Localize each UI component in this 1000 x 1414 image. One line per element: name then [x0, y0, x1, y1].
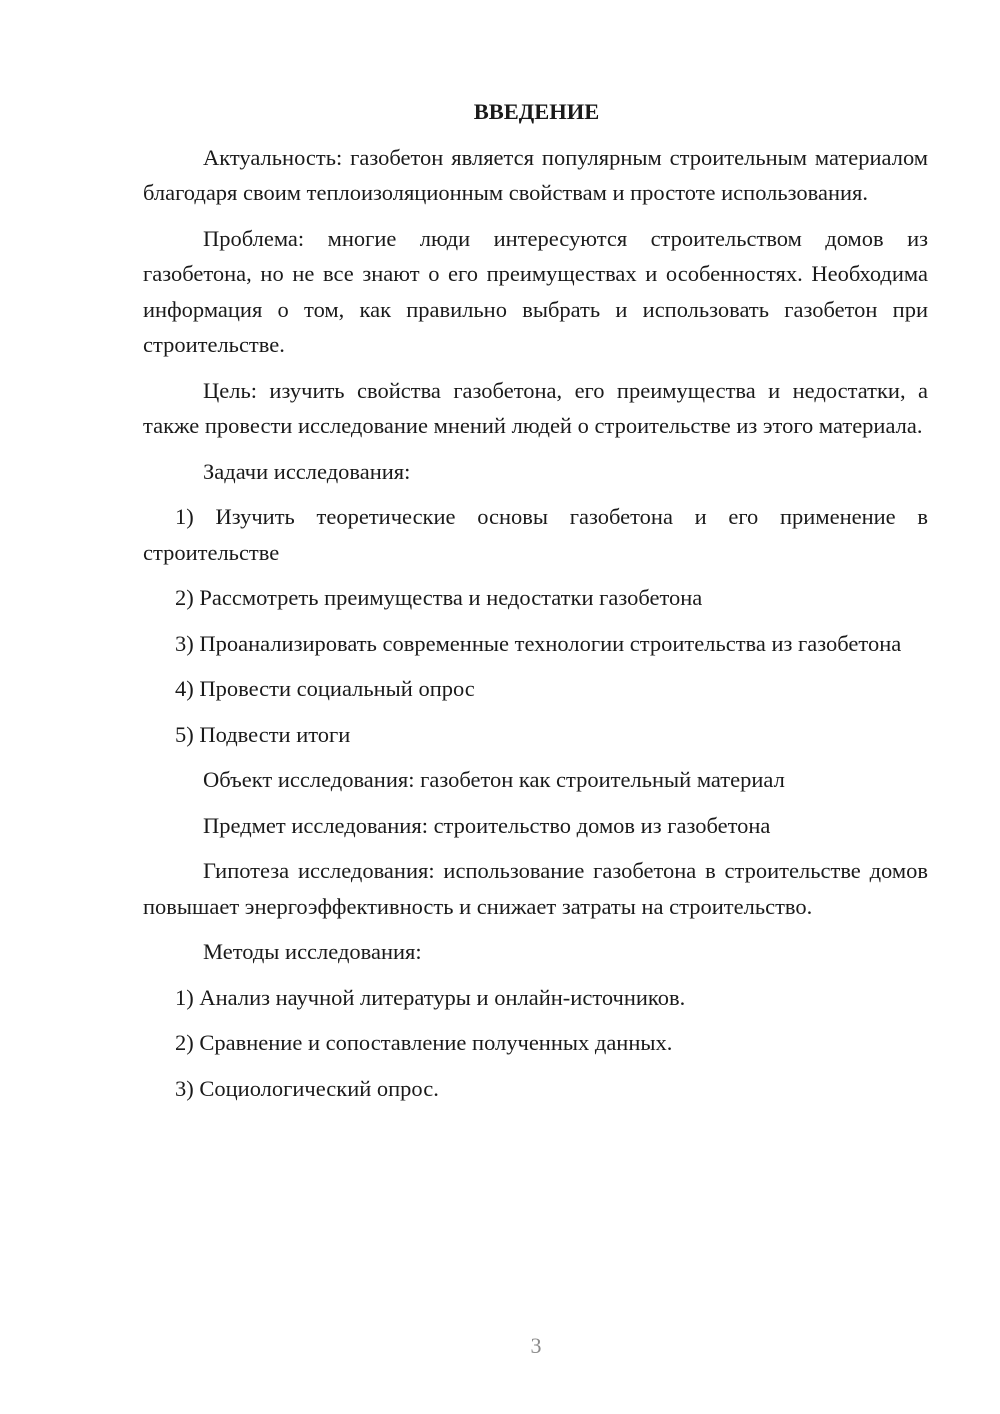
method-item: 1) Анализ научной литературы и онлайн-источников.: [175, 984, 686, 1010]
methods-list: [143, 980, 928, 1107]
method-item: 2) Сравнение и сопоставление полученных данных.: [175, 1030, 673, 1055]
relevance-paragraph: Актуальность: газобетон является популярным строительным материалом благодаря своим теплоизоляционным свойствам и простоте использования.: [143, 144, 928, 205]
tasks-list: [143, 499, 928, 752]
tasks-heading: Задачи исследования:: [203, 458, 411, 484]
task-item: 4) Провести социальный опрос: [175, 676, 475, 701]
task-item: 3) Проанализировать современные технологии строительства из газобетона: [175, 630, 902, 656]
method-item: 3) Социологический опрос.: [175, 1075, 439, 1101]
goal-paragraph: Цель: изучить свойства газобетона, его преимущества и недостатки, а также провести исследование мнений людей о строительстве из этого материала.: [143, 377, 928, 438]
document-body: [143, 94, 928, 1116]
hypothesis-paragraph: Гипотеза исследования: использование газобетона в строительстве домов повышает энергоэффективность и снижает затраты на строительство.: [143, 858, 928, 919]
task-item: 5) Подвести итоги: [175, 721, 351, 747]
object-paragraph: Объект исследования: газобетон как строительный материал: [203, 767, 785, 792]
subject-paragraph: Предмет исследования: строительство домов из газобетона: [203, 812, 771, 838]
problem-paragraph: Проблема: многие люди интересуются строительством домов из газобетона, но не все знают о его преимуществах и особенностях. Необходима информация о том, как правильно выбрать и использовать газобетон при строительстве.: [143, 225, 928, 357]
section-title: ВВЕДЕНИЕ: [473, 99, 600, 124]
task-item: 2) Рассмотреть преимущества и недостатки газобетона: [175, 585, 703, 610]
page-number: 3: [530, 1333, 542, 1358]
task-item: 1) Изучить теоретические основы газобетона и его применение в строительстве: [143, 504, 928, 565]
methods-heading: Методы исследования:: [203, 939, 422, 964]
